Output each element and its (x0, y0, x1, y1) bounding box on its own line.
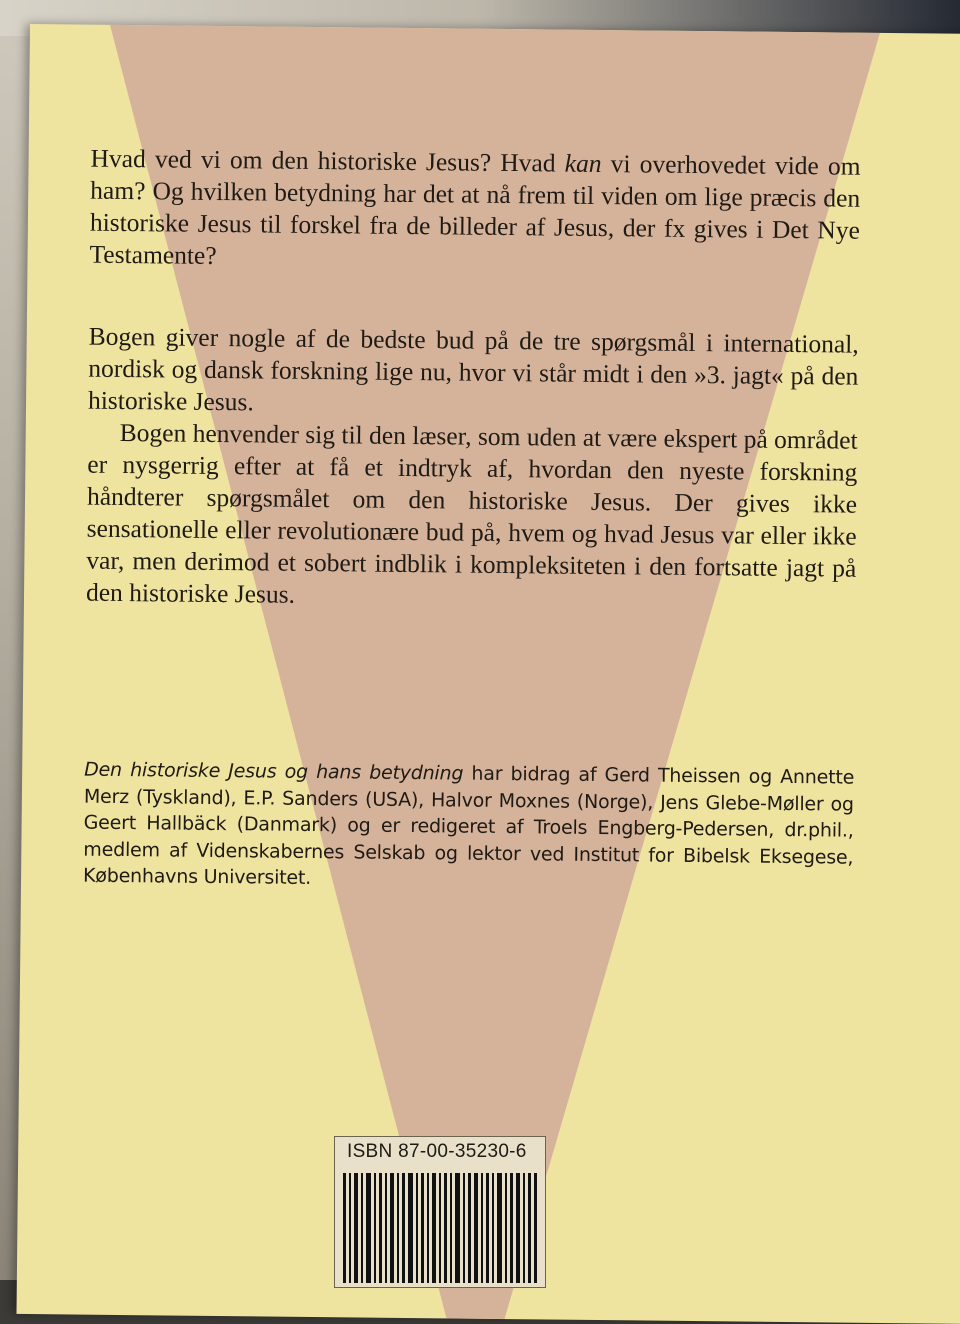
contributors-text: har bidrag af Gerd Theissen og Annette Merz (Tyskland), E.P. Sanders (USA), Halvor Moxnes (Norge), Jens Glebe-Møller og Geert Hallbäck (Danmark) og er redigeret af Troels Engberg-Pedersen, dr.phil., medlem af Videnskabernes Selskab og lektor ved Institut for Bibelsk Eksegese, Københavns Universitet. (82, 762, 855, 889)
intro-paragraph-block (89, 143, 860, 279)
isbn-barcode-label (334, 1136, 546, 1288)
book-title: Den historiske Jesus og hans betydning (84, 758, 464, 785)
paragraph-three: Bogen henvender sig til den læser, som uden at være ekspert på området er nysgerrig efter at få et indtryk af, hvordan den nyeste forskning håndterer spørgsmålet om den historiske Jesus. Der gives ikke sensationelle eller revolutionære bud på, hvem og hvad Jesus var eller ikke var, men derimod et sobert indblik i kompleksiteten i den fortsatte jagt på den historiske Jesus. (85, 417, 858, 609)
intro-italic-word: kan (564, 148, 602, 178)
paragraph-two: Bogen giver nogle af de bedste bud på de tre spørgsmål i international, nordisk og dansk forskning lige nu, hvor vi står midt i den »3. jagt« på den historiske Jesus. (87, 321, 859, 417)
contributors-paragraph (83, 757, 854, 898)
description-block (86, 321, 859, 617)
barcode-icon (343, 1173, 539, 1283)
contributors-block (83, 757, 854, 898)
intro-paragraph (89, 143, 860, 279)
intro-text-start: Hvad ved vi om den historiske Jesus? Hvad (90, 143, 565, 178)
isbn-number: ISBN 87-00-35230-6 (347, 1141, 527, 1162)
book-back-cover (16, 24, 960, 1324)
intro-text-end: vi overhovedet vide om ham? Og hvilken betydning har det at nå frem til viden om lige præcis den historiske Jesus til forskel fra de billeder af Jesus, der fx gives i Det Nye Testamente? (89, 148, 861, 270)
